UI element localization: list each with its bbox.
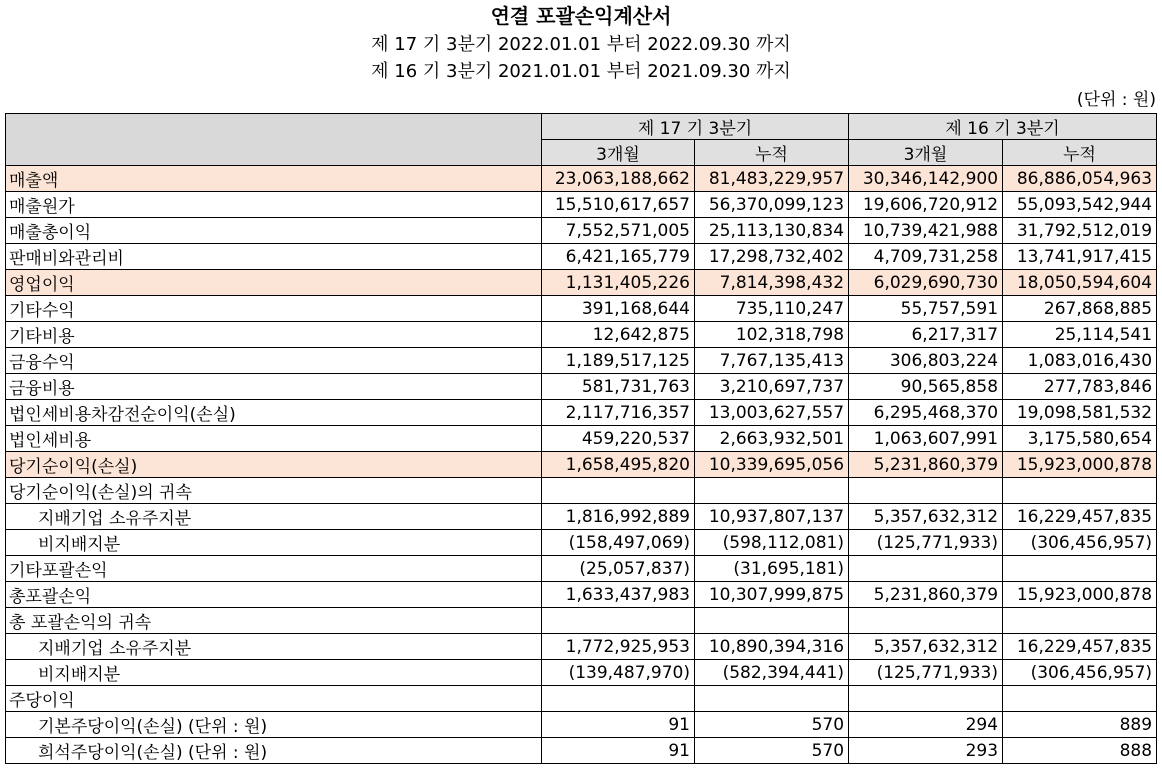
- table-row: [6, 270, 1157, 296]
- table-row: [6, 452, 1157, 478]
- cell-value: 30,346,142,900: [849, 166, 1003, 192]
- table-row: [6, 608, 1157, 634]
- cell-value: 23,063,188,662: [542, 166, 695, 192]
- cell-value: 19,098,581,532: [1003, 400, 1157, 426]
- cell-value: 15,923,000,878: [1003, 582, 1157, 608]
- cell-value: [849, 478, 1003, 504]
- row-label: 매출액: [6, 166, 542, 192]
- row-label: 법인세비용차감전순이익(손실): [6, 400, 542, 426]
- cell-value: 391,168,644: [542, 296, 695, 322]
- table-row: [6, 322, 1157, 348]
- cell-value: (31,695,181): [695, 556, 849, 582]
- row-label: 금융비용: [6, 374, 542, 400]
- cell-value: 581,731,763: [542, 374, 695, 400]
- table-row: [6, 400, 1157, 426]
- period-prior: 제 16 기 3분기 2021.01.01 부터 2021.09.30 까지: [371, 61, 791, 82]
- cell-value: 1,633,437,983: [542, 582, 695, 608]
- cell-value: 1,658,495,820: [542, 452, 695, 478]
- header-prior-three-month: 3개월: [849, 140, 1003, 166]
- cell-value: [542, 478, 695, 504]
- cell-value: [695, 608, 849, 634]
- cell-value: [1003, 608, 1157, 634]
- cell-value: [542, 608, 695, 634]
- period-current: 제 17 기 3분기 2022.01.01 부터 2022.09.30 까지: [371, 34, 791, 55]
- table-row: [6, 712, 1157, 738]
- cell-value: [695, 478, 849, 504]
- header-current-cumulative: 누적: [695, 140, 849, 166]
- row-label: 기본주당이익(손실) (단위 : 원): [6, 712, 542, 738]
- cell-value: 16,229,457,835: [1003, 634, 1157, 660]
- row-label: 지배기업 소유주지분: [6, 634, 542, 660]
- row-label: 기타수익: [6, 296, 542, 322]
- row-label: 법인세비용: [6, 426, 542, 452]
- table-row: [6, 192, 1157, 218]
- cell-value: 6,029,690,730: [849, 270, 1003, 296]
- cell-value: 10,890,394,316: [695, 634, 849, 660]
- cell-value: 15,923,000,878: [1003, 452, 1157, 478]
- cell-value: 13,741,917,415: [1003, 244, 1157, 270]
- header-current-period: 제 17 기 3분기: [542, 114, 849, 140]
- unit-label: (단위 : 원): [1076, 90, 1156, 110]
- table-row: [6, 686, 1157, 712]
- cell-value: 570: [695, 712, 849, 738]
- cell-value: [695, 686, 849, 712]
- table-row: [6, 634, 1157, 660]
- cell-value: 459,220,537: [542, 426, 695, 452]
- cell-value: 13,003,627,557: [695, 400, 849, 426]
- cell-value: 91: [542, 712, 695, 738]
- table-row: [6, 218, 1157, 244]
- header-prior-period: 제 16 기 3분기: [849, 114, 1157, 140]
- cell-value: (582,394,441): [695, 660, 849, 686]
- row-label: 매출원가: [6, 192, 542, 218]
- cell-value: 12,642,875: [542, 322, 695, 348]
- cell-value: 2,663,932,501: [695, 426, 849, 452]
- cell-value: 1,772,925,953: [542, 634, 695, 660]
- row-label: 당기순이익(손실): [6, 452, 542, 478]
- cell-value: 10,739,421,988: [849, 218, 1003, 244]
- cell-value: (125,771,933): [849, 660, 1003, 686]
- cell-value: [542, 686, 695, 712]
- row-label: 주당이익: [6, 686, 542, 712]
- cell-value: (25,057,837): [542, 556, 695, 582]
- header-current-three-month: 3개월: [542, 140, 695, 166]
- cell-value: 7,814,398,432: [695, 270, 849, 296]
- cell-value: 7,767,135,413: [695, 348, 849, 374]
- row-label: 판매비와관리비: [6, 244, 542, 270]
- cell-value: 306,803,224: [849, 348, 1003, 374]
- cell-value: 267,868,885: [1003, 296, 1157, 322]
- cell-value: 1,063,607,991: [849, 426, 1003, 452]
- table-row: [6, 556, 1157, 582]
- cell-value: 1,816,992,889: [542, 504, 695, 530]
- cell-value: 294: [849, 712, 1003, 738]
- row-label: 비지배지분: [6, 660, 542, 686]
- cell-value: [1003, 686, 1157, 712]
- cell-value: 102,318,798: [695, 322, 849, 348]
- income-statement-table: [5, 113, 1157, 764]
- row-label: 총 포괄손익의 귀속: [6, 608, 542, 634]
- cell-value: [849, 608, 1003, 634]
- row-label: 기타비용: [6, 322, 542, 348]
- cell-value: 25,113,130,834: [695, 218, 849, 244]
- cell-value: (306,456,957): [1003, 530, 1157, 556]
- cell-value: 735,110,247: [695, 296, 849, 322]
- cell-value: 1,083,016,430: [1003, 348, 1157, 374]
- cell-value: 7,552,571,005: [542, 218, 695, 244]
- cell-value: 17,298,732,402: [695, 244, 849, 270]
- row-label: 지배기업 소유주지분: [6, 504, 542, 530]
- cell-value: (125,771,933): [849, 530, 1003, 556]
- row-label: 매출총이익: [6, 218, 542, 244]
- row-label: 기타포괄손익: [6, 556, 542, 582]
- cell-value: 86,886,054,963: [1003, 166, 1157, 192]
- cell-value: (598,112,081): [695, 530, 849, 556]
- cell-value: (306,456,957): [1003, 660, 1157, 686]
- cell-value: [849, 556, 1003, 582]
- cell-value: 10,339,695,056: [695, 452, 849, 478]
- cell-value: 19,606,720,912: [849, 192, 1003, 218]
- cell-value: 6,295,468,370: [849, 400, 1003, 426]
- cell-value: 570: [695, 738, 849, 764]
- cell-value: [849, 686, 1003, 712]
- cell-value: 6,421,165,779: [542, 244, 695, 270]
- cell-value: 5,231,860,379: [849, 452, 1003, 478]
- cell-value: 6,217,317: [849, 322, 1003, 348]
- cell-value: 1,131,405,226: [542, 270, 695, 296]
- table-row: [6, 582, 1157, 608]
- table-row: [6, 426, 1157, 452]
- table-row: [6, 478, 1157, 504]
- table-row: [6, 504, 1157, 530]
- row-label: 비지배지분: [6, 530, 542, 556]
- cell-value: 15,510,617,657: [542, 192, 695, 218]
- cell-value: 5,357,632,312: [849, 634, 1003, 660]
- cell-value: (139,487,970): [542, 660, 695, 686]
- table-row: [6, 244, 1157, 270]
- cell-value: 91: [542, 738, 695, 764]
- cell-value: 55,757,591: [849, 296, 1003, 322]
- cell-value: 3,175,580,654: [1003, 426, 1157, 452]
- cell-value: 31,792,512,019: [1003, 218, 1157, 244]
- table-row: [6, 374, 1157, 400]
- cell-value: 4,709,731,258: [849, 244, 1003, 270]
- row-label: 영업이익: [6, 270, 542, 296]
- cell-value: [1003, 556, 1157, 582]
- table-row: [6, 166, 1157, 192]
- row-label: 당기순이익(손실)의 귀속: [6, 478, 542, 504]
- cell-value: 10,307,999,875: [695, 582, 849, 608]
- row-label: 희석주당이익(손실) (단위 : 원): [6, 738, 542, 764]
- cell-value: 3,210,697,737: [695, 374, 849, 400]
- cell-value: 277,783,846: [1003, 374, 1157, 400]
- cell-value: 90,565,858: [849, 374, 1003, 400]
- header-prior-cumulative: 누적: [1003, 140, 1157, 166]
- statement-title: 연결 포괄손익계산서: [490, 4, 672, 28]
- cell-value: 888: [1003, 738, 1157, 764]
- table-row: [6, 660, 1157, 686]
- table-row: [6, 530, 1157, 556]
- cell-value: 18,050,594,604: [1003, 270, 1157, 296]
- cell-value: 56,370,099,123: [695, 192, 849, 218]
- table-row: [6, 348, 1157, 374]
- cell-value: 81,483,229,957: [695, 166, 849, 192]
- cell-value: 889: [1003, 712, 1157, 738]
- table-row: [6, 296, 1157, 322]
- row-label: 금융수익: [6, 348, 542, 374]
- cell-value: 293: [849, 738, 1003, 764]
- cell-value: 5,231,860,379: [849, 582, 1003, 608]
- row-label: 총포괄손익: [6, 582, 542, 608]
- cell-value: 1,189,517,125: [542, 348, 695, 374]
- cell-value: 5,357,632,312: [849, 504, 1003, 530]
- cell-value: [1003, 478, 1157, 504]
- cell-value: 2,117,716,357: [542, 400, 695, 426]
- table-row: [6, 738, 1157, 764]
- cell-value: 10,937,807,137: [695, 504, 849, 530]
- header-corner: [6, 114, 542, 166]
- cell-value: (158,497,069): [542, 530, 695, 556]
- cell-value: 16,229,457,835: [1003, 504, 1157, 530]
- cell-value: 25,114,541: [1003, 322, 1157, 348]
- cell-value: 55,093,542,944: [1003, 192, 1157, 218]
